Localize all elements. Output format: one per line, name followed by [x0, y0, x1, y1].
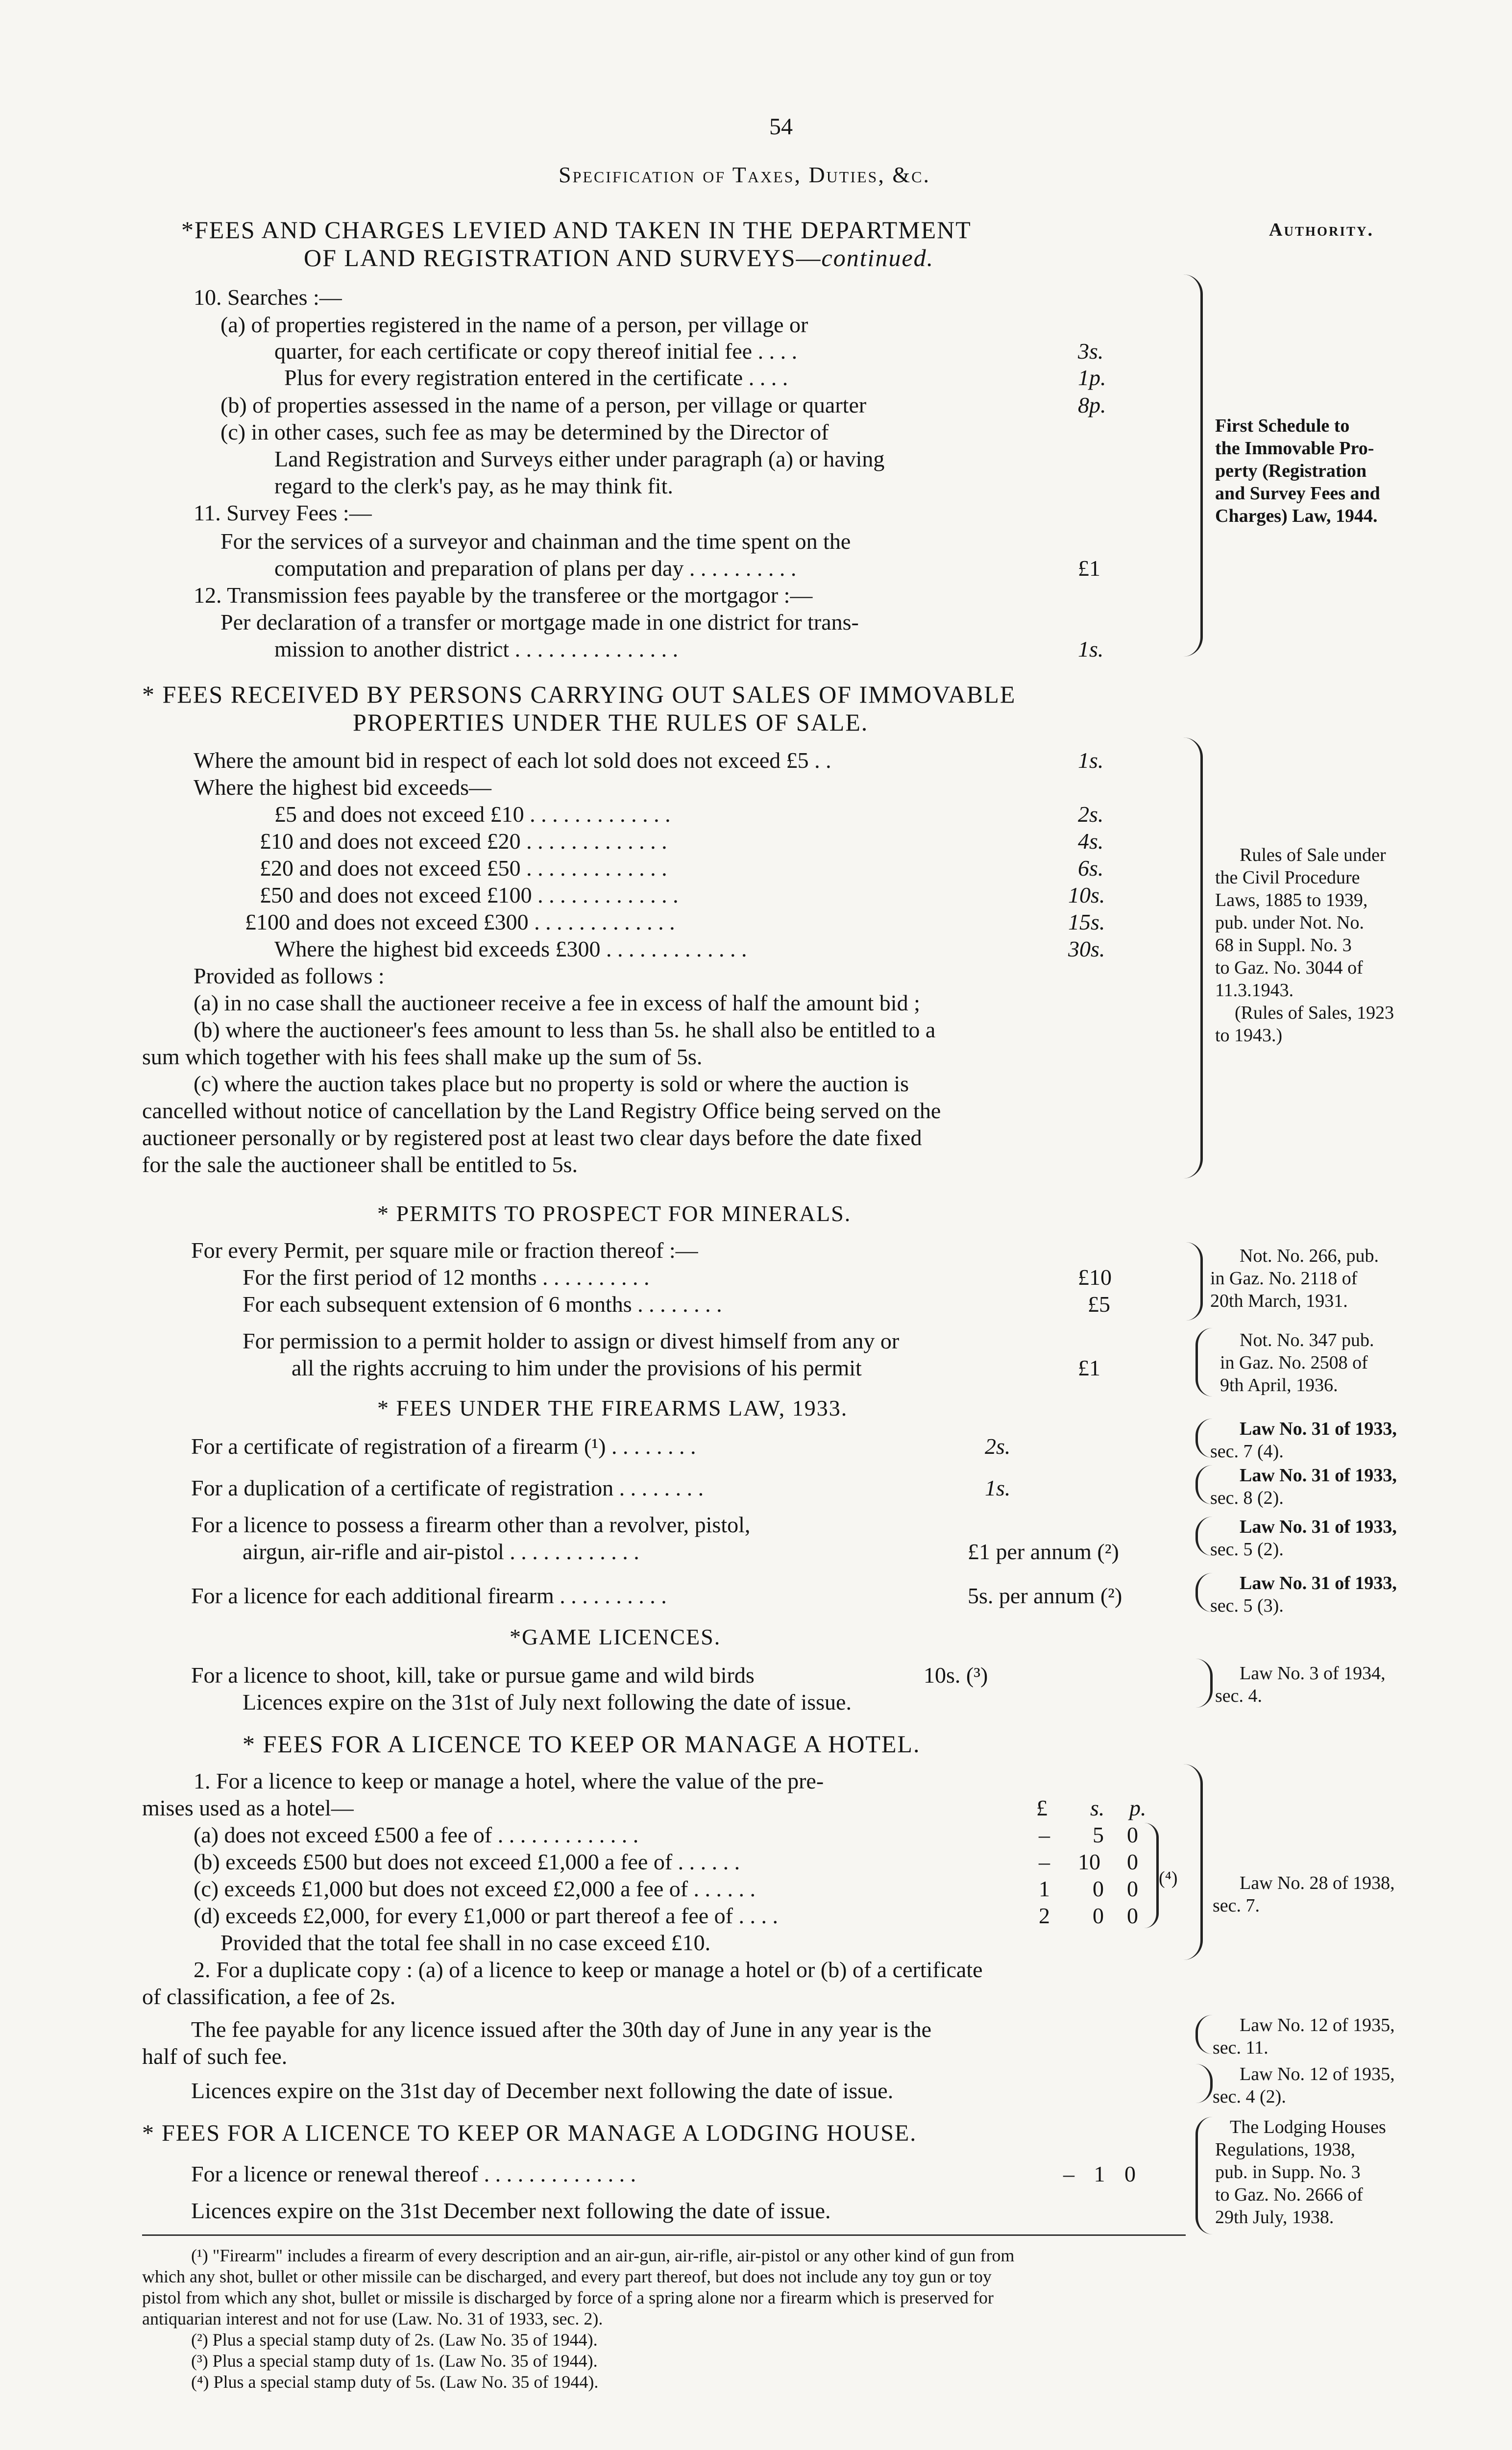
text-line: £10 and does not exceed £20 . . . . . . . . . . . . . — [260, 829, 667, 854]
text-line: Where the highest bid exceeds— — [194, 775, 491, 800]
footnote-marker: (⁴) — [1159, 1868, 1178, 1888]
fee-shillings: 0 — [1093, 1903, 1104, 1928]
fee-pounds: – — [1039, 1849, 1050, 1874]
text-line: Licences expire on the 31st of July next following the date of issue. — [243, 1690, 852, 1715]
text-line: all the rights accruing to him under the provisions of his permit — [292, 1355, 862, 1380]
authority-line: to Gaz. No. 2666 of — [1215, 2184, 1363, 2205]
fee-amount: 6s. — [1078, 856, 1104, 881]
fee-amount: £1 per annum (²) — [968, 1539, 1119, 1564]
footnote-line: which any shot, bullet or other missile can be discharged, and every part thereof, but does not include any toy gun or toy — [142, 2267, 992, 2286]
fee-pence: 0 — [1127, 1822, 1138, 1847]
authority-line: the Civil Procedure — [1215, 867, 1360, 888]
authority-line: Law No. 31 of 1933, — [1240, 1419, 1397, 1439]
authority-line: 68 in Suppl. No. 3 — [1215, 935, 1352, 956]
authority-line: pub. under Not. No. — [1215, 912, 1364, 933]
page-number: 54 — [769, 114, 793, 140]
authority-line: to Gaz. No. 3044 of — [1215, 957, 1363, 978]
fee-shillings: 10 — [1078, 1849, 1100, 1874]
authority-line: (Rules of Sales, 1923 — [1235, 1003, 1394, 1023]
text-line: regard to the clerk's pay, as he may think fit. — [274, 473, 673, 498]
section-title-sales-2: PROPERTIES UNDER THE RULES OF SALE. — [353, 709, 869, 736]
authority-line: First Schedule to — [1215, 416, 1350, 436]
fee-pence: 0 — [1127, 1849, 1138, 1874]
authority-line: Laws, 1885 to 1939, — [1215, 890, 1368, 910]
text-line: mises used as a hotel— — [142, 1795, 354, 1820]
brace — [1195, 2117, 1213, 2234]
fee-amount: 1s. — [1078, 637, 1104, 662]
fee-amount: 10s. — [1068, 882, 1105, 907]
text-line: (b) where the auctioneer's fees amount to less than 5s. he shall also be entitled to a — [194, 1017, 936, 1042]
text-line: Licences expire on the 31st December next following the date of issue. — [191, 2198, 831, 2223]
footnote-line: (²) Plus a special stamp duty of 2s. (Law No. 35 of 1944). — [191, 2330, 598, 2350]
section-title-firearms: * FEES UNDER THE FIREARMS LAW, 1933. — [377, 1396, 848, 1421]
authority-line: in Gaz. No. 2508 of — [1220, 1352, 1368, 1373]
fee-amount: 3s. — [1078, 339, 1104, 364]
authority-line: Law No. 3 of 1934, — [1240, 1663, 1386, 1684]
authority-line: 20th March, 1931. — [1210, 1291, 1348, 1311]
continued-label: continued. — [821, 244, 934, 271]
authority-line: pub. in Supp. No. 3 — [1215, 2162, 1361, 2182]
col-head-shillings: s. — [1090, 1795, 1105, 1820]
text-line: quarter, for each certificate or copy thereof initial fee . . . . — [274, 339, 798, 364]
text-line: Where the amount bid in respect of each lot sold does not exceed £5 . . — [194, 748, 831, 773]
authority-line: sec. 7. — [1213, 1895, 1260, 1916]
authority-line: in Gaz. No. 2118 of — [1210, 1268, 1358, 1289]
fee-pounds: 2 — [1039, 1903, 1050, 1928]
authority-line: The Lodging Houses — [1230, 2117, 1386, 2137]
authority-line: Regulations, 1938, — [1215, 2139, 1356, 2160]
title-text: OF LAND REGISTRATION AND SURVEYS— — [304, 244, 822, 271]
col-head-pounds: £ — [1036, 1795, 1048, 1820]
brace — [1195, 2064, 1213, 2103]
text-line: The fee payable for any licence issued after the 30th day of June in any year is the — [191, 2017, 931, 2042]
footnote-line: (³) Plus a special stamp duty of 1s. (Law No. 35 of 1944). — [191, 2351, 598, 2371]
text-line: (b) of properties assessed in the name of a person, per village or quarter — [220, 392, 867, 417]
authority-line: Law No. 12 of 1935, — [1240, 2064, 1395, 2084]
section-title-minerals: * PERMITS TO PROSPECT FOR MINERALS. — [377, 1201, 852, 1226]
text-line: Licences expire on the 31st day of December next following the date of issue. — [191, 2078, 894, 2103]
authority-line: sec. 5 (2). — [1210, 1539, 1284, 1560]
authority-line: the Immovable Pro- — [1215, 438, 1374, 459]
fee-shillings: 5 — [1093, 1822, 1104, 1847]
fee-amount: £1 — [1078, 1355, 1100, 1380]
footnote-line: (⁴) Plus a special stamp duty of 5s. (Law No. 35 of 1944). — [191, 2372, 599, 2392]
section-title-land-registration: *FEES AND CHARGES LEVIED AND TAKEN IN THE DEPARTMENT — [181, 216, 972, 244]
authority-line: Rules of Sale under — [1240, 845, 1386, 865]
section-title-game: *GAME LICENCES. — [510, 1624, 721, 1649]
fee-amount: £1 — [1078, 556, 1100, 581]
authority-line: Law No. 31 of 1933, — [1240, 1573, 1397, 1593]
text-line: For the services of a surveyor and chainman and the time spent on the — [220, 529, 851, 554]
text-line: airgun, air-rifle and air-pistol . . . . . . . . . . . . — [243, 1539, 639, 1564]
text-line: For the first period of 12 months . . . . . . . . . . — [243, 1265, 650, 1290]
fee-pounds: 1 — [1039, 1876, 1050, 1901]
brace — [1195, 1659, 1213, 1708]
authority-line: perty (Registration — [1215, 461, 1367, 481]
authority-line: 9th April, 1936. — [1220, 1375, 1338, 1396]
section-title-lodging: * FEES FOR A LICENCE TO KEEP OR MANAGE A LODGING HOUSE. — [142, 2120, 917, 2146]
running-head: Specification of Taxes, Duties, &c. — [559, 162, 930, 187]
brace — [1176, 274, 1203, 657]
authority-line: sec. 8 (2). — [1210, 1488, 1284, 1508]
text-line: For a licence or renewal thereof . . . . . . . . . . . . . . — [191, 2161, 636, 2186]
text-line: sum which together with his fees shall make up the sum of 5s. — [142, 1044, 703, 1069]
authority-line: Law No. 28 of 1938, — [1240, 1873, 1395, 1893]
footnote-line: antiquarian interest and not for use (Law. No. 31 of 1933, sec. 2). — [142, 2309, 603, 2328]
text-line: for the sale the auctioneer shall be entitled to 5s. — [142, 1152, 578, 1177]
footnote-rule — [142, 2234, 1186, 2236]
text-line: Provided as follows : — [194, 963, 385, 988]
fee-amount: 2s. — [985, 1434, 1011, 1459]
text-line: For a licence for each additional firearm . . . . . . . . . . — [191, 1583, 667, 1608]
authority-line: sec. 4. — [1215, 1686, 1263, 1706]
fee-amount: 2s. — [1078, 802, 1104, 827]
text-line: 1. For a licence to keep or manage a hotel, where the value of the pre- — [194, 1768, 824, 1793]
authority-line: sec. 5 (3). — [1210, 1595, 1284, 1616]
text-line: For permission to a permit holder to assign or divest himself from any or — [243, 1328, 900, 1353]
text-line: computation and preparation of plans per day . . . . . . . . . . — [274, 556, 797, 581]
text-line: £50 and does not exceed £100 . . . . . . . . . . . . . — [260, 882, 679, 907]
authority-line: 29th July, 1938. — [1215, 2207, 1334, 2228]
authority-line: Charges) Law, 1944. — [1215, 506, 1378, 526]
section-title-land-registration-2 — [304, 244, 934, 272]
authority-line: Law No. 31 of 1933, — [1240, 1517, 1397, 1537]
text-line: (a) does not exceed £500 a fee of . . . . . . . . . . . . . — [194, 1822, 639, 1847]
text-line: For a certificate of registration of a firearm (¹) . . . . . . . . — [191, 1434, 696, 1459]
text-line: (d) exceeds £2,000, for every £1,000 or part thereof a fee of . . . . — [194, 1903, 778, 1928]
fee-amount: £10 — [1078, 1265, 1112, 1290]
fee-amount: 1s. — [985, 1475, 1011, 1500]
authority-line: Law No. 12 of 1935, — [1240, 2015, 1395, 2035]
authority-line: sec. 7 (4). — [1210, 1441, 1284, 1462]
brace — [1144, 1823, 1159, 1928]
fee-pence: 0 — [1127, 1876, 1138, 1901]
text-line: For a licence to shoot, kill, take or pursue game and wild birds — [191, 1663, 755, 1688]
text-line: £20 and does not exceed £50 . . . . . . . . . . . . . — [260, 856, 667, 881]
authority-line: Law No. 31 of 1933, — [1240, 1465, 1397, 1486]
brace — [1176, 1764, 1203, 1960]
fee-amount: 1s. — [1078, 748, 1104, 773]
fee-amount: 5s. per annum (²) — [968, 1583, 1122, 1608]
fee-amount: 1p. — [1078, 365, 1106, 390]
text-line: £5 and does not exceed £10 . . . . . . . . . . . . . — [274, 802, 671, 827]
text-line: Provided that the total fee shall in no case exceed £10. — [220, 1930, 711, 1955]
text-line: 10. Searches :— — [194, 285, 342, 310]
section-title-sales: * FEES RECEIVED BY PERSONS CARRYING OUT SALES OF IMMOVABLE — [142, 681, 1016, 708]
fee-amount: 10s. (³) — [924, 1663, 988, 1688]
text-line: Where the highest bid exceeds £300 . . . . . . . . . . . . . — [274, 936, 747, 961]
authority-line: sec. 11. — [1213, 2037, 1268, 2058]
footnote-line: pistol from which any shot, bullet or missile is discharged by force of a spring alone nor a firearm which is preserved for — [142, 2288, 994, 2307]
section-title-hotel: * FEES FOR A LICENCE TO KEEP OR MANAGE A HOTEL. — [243, 1730, 921, 1758]
text-line: For a licence to possess a firearm other than a revolver, pistol, — [191, 1512, 751, 1537]
authority-line: 11.3.1943. — [1215, 980, 1294, 1001]
text-line: of classification, a fee of 2s. — [142, 1984, 396, 2009]
authority-line: Not. No. 347 pub. — [1240, 1330, 1374, 1350]
brace — [1186, 1242, 1203, 1321]
brace — [1195, 1328, 1213, 1396]
authority-heading: Authority. — [1269, 220, 1374, 240]
authority-line: and Survey Fees and — [1215, 483, 1380, 504]
text-line: Per declaration of a transfer or mortgage made in one district for trans- — [220, 610, 859, 635]
text-line: (c) exceeds £1,000 but does not exceed £2,000 a fee of . . . . . . — [194, 1876, 756, 1901]
text-line: £100 and does not exceed £300 . . . . . . . . . . . . . — [245, 909, 675, 934]
fee-pounds: – — [1039, 1822, 1050, 1847]
text-line: 2. For a duplicate copy : (a) of a licence to keep or manage a hotel or (b) of a certificate — [194, 1957, 983, 1982]
text-line: auctioneer personally or by registered post at least two clear days before the date fixed — [142, 1125, 922, 1150]
footnote-line: (¹) "Firearm" includes a firearm of every description and an air-gun, air-rifle, air-pistol or any other kind of gun from — [191, 2246, 1015, 2265]
authority-line: sec. 4 (2). — [1213, 2086, 1286, 2107]
text-line: (c) where the auction takes place but no property is sold or where the auction is — [194, 1071, 909, 1096]
authority-line: Not. No. 266, pub. — [1240, 1246, 1379, 1266]
col-head-pence: p. — [1129, 1795, 1146, 1820]
fee-amount: 8p. — [1078, 392, 1106, 417]
text-line: (c) in other cases, such fee as may be determined by the Director of — [220, 419, 829, 444]
text-line: For each subsequent extension of 6 months . . . . . . . . — [243, 1292, 722, 1317]
fee-pence: 0 — [1127, 1903, 1138, 1928]
text-line: (a) of properties registered in the name of a person, per village or — [220, 312, 808, 337]
text-line: (b) exceeds £500 but does not exceed £1,000 a fee of . . . . . . — [194, 1849, 740, 1874]
brace — [1195, 2015, 1213, 2054]
text-line: 12. Transmission fees payable by the transferee or the mortgagor :— — [194, 583, 813, 608]
fee-amount: £5 — [1088, 1292, 1110, 1317]
text-line: For every Permit, per square mile or fraction thereof :— — [191, 1238, 698, 1263]
text-line: (a) in no case shall the auctioneer receive a fee in excess of half the amount bid ; — [194, 990, 920, 1015]
text-line: Plus for every registration entered in the certificate . . . . — [284, 365, 788, 390]
fee-amount: 4s. — [1078, 829, 1104, 854]
fee-amount: 30s. — [1068, 936, 1105, 961]
text-line: half of such fee. — [142, 2044, 288, 2069]
text-line: For a duplication of a certificate of registration . . . . . . . . — [191, 1475, 704, 1500]
text-line: cancelled without notice of cancellation by the Land Registry Office being served on the — [142, 1098, 941, 1123]
brace — [1176, 737, 1203, 1178]
fee-amount: 15s. — [1068, 909, 1105, 934]
fee-shillings: 0 — [1093, 1876, 1104, 1901]
text-line: 11. Survey Fees :— — [194, 500, 372, 525]
text-line: Land Registration and Surveys either under paragraph (a) or having — [274, 446, 885, 471]
authority-line: to 1943.) — [1215, 1025, 1283, 1046]
fee-amount: – 1 0 — [1063, 2161, 1136, 2186]
text-line: mission to another district . . . . . . . . . . . . . . . — [274, 637, 679, 662]
